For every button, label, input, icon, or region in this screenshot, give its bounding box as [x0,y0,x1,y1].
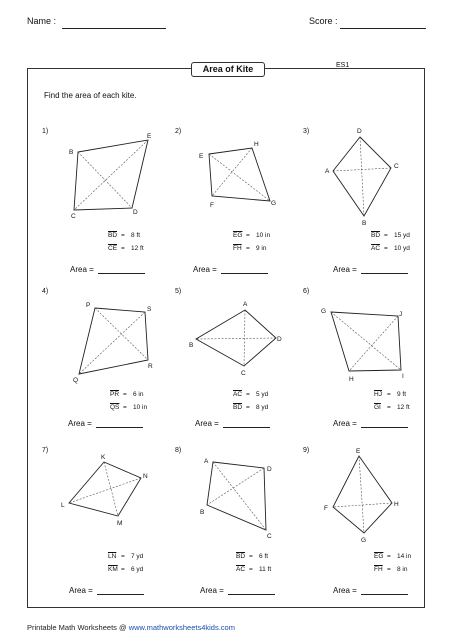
svg-text:H: H [394,501,399,508]
svg-text:H: H [349,376,354,383]
svg-text:A: A [243,301,248,308]
svg-text:E: E [199,153,204,160]
problem-number: 5) [175,288,182,295]
problem-number: 7) [42,447,49,454]
svg-text:G: G [361,537,367,544]
vertex-label: D [133,209,138,216]
worksheet-title: Area of Kite [191,62,265,77]
svg-text:I: I [402,373,404,380]
area-label: Area = [333,265,357,274]
svg-text:A: A [204,458,209,465]
area-label: Area = [195,419,219,428]
problem-number: 2) [175,128,182,135]
svg-text:K: K [101,454,106,461]
answer-field[interactable] [361,594,408,595]
measure-list-3: $\overline{BD} = 15$ yd $\overline{AC} = 10$ yd [371,232,410,252]
segment-length: 8 ft [131,232,141,239]
vertex-label: B [69,149,74,156]
worksheet-code: ES1 [336,62,350,69]
segment-name: $\overline{CE}$ [108,245,118,252]
problem-number: 1) [42,128,49,135]
vertex-label: E [147,133,152,140]
svg-text:B: B [189,342,194,349]
area-label: Area = [69,586,93,595]
svg-text:R: R [148,363,153,370]
footer-text: Printable Math Worksheets @ [27,623,129,632]
score-label: Score : [309,16,338,26]
problem-number: 8) [175,447,182,454]
area-label: Area = [333,419,357,428]
svg-text:S: S [147,306,152,313]
area-label: Area = [68,419,92,428]
instruction-text: Find the area of each kite. [44,91,137,100]
measure-list-9: $\overline{EG} = 14$ in $\overline{FH} = 8$ in [374,553,412,573]
vertex-label: C [71,213,76,220]
area-label: Area = [193,265,217,274]
svg-text:B: B [362,220,367,227]
svg-text:L: L [61,502,65,509]
svg-text:H: H [254,141,259,148]
measure-list-1: $\overline{BD} = 8$ ft $\overline{CE} = 12$ ft [108,229,144,255]
measure-list-7: $\overline{LN} = 7$ yd $\overline{KM} = 6$ yd [108,553,144,573]
name-label: Name : [27,16,57,26]
svg-text:Q: Q [73,377,79,384]
svg-text:C: C [267,533,272,540]
svg-text:B: B [200,509,205,516]
svg-text:D: D [357,128,362,135]
segment-length: 12 ft [131,245,144,252]
svg-text:D: D [277,336,282,343]
measure-list-6: $\overline{HJ} = 9$ ft $\overline{GI} = 12$ ft [374,391,410,411]
svg-text:P: P [86,302,91,309]
problem-number: 4) [42,288,49,295]
svg-text:M: M [117,520,123,527]
segment-name: $\overline{BD}$ [108,232,118,239]
area-label: Area = [333,586,357,595]
svg-text:G: G [271,200,277,207]
svg-text:C: C [394,163,399,170]
svg-text:G: G [321,308,327,315]
area-label: Area = [200,586,224,595]
svg-text:N: N [143,473,148,480]
problem-number: 6) [303,288,310,295]
measure-list-8: $\overline{BD} = 6$ ft $\overline{AC} = 11$ ft [236,553,272,573]
svg-text:D: D [267,466,272,473]
measure-list-5: $\overline{AC} = 5$ yd $\overline{BD} = 8$ yd [233,391,269,411]
svg-text:F: F [210,202,214,209]
svg-text:E: E [356,448,361,455]
svg-text:F: F [324,505,328,512]
svg-text:J: J [399,311,403,318]
footer-link[interactable]: www.mathworksheets4kids.com [128,623,235,632]
measure-list-4: $\overline{PR} = 6$ in $\overline{QS} = 10$ in [110,391,148,411]
problem-number: 3) [303,128,310,135]
area-label: Area = [70,265,94,274]
svg-text:A: A [325,168,330,175]
footer [27,623,235,632]
svg-text:C: C [241,370,246,377]
problem-number: 9) [303,447,310,454]
measure-list-2: $\overline{EG} = 10$ in $\overline{FH} = 9$ in [233,232,271,252]
